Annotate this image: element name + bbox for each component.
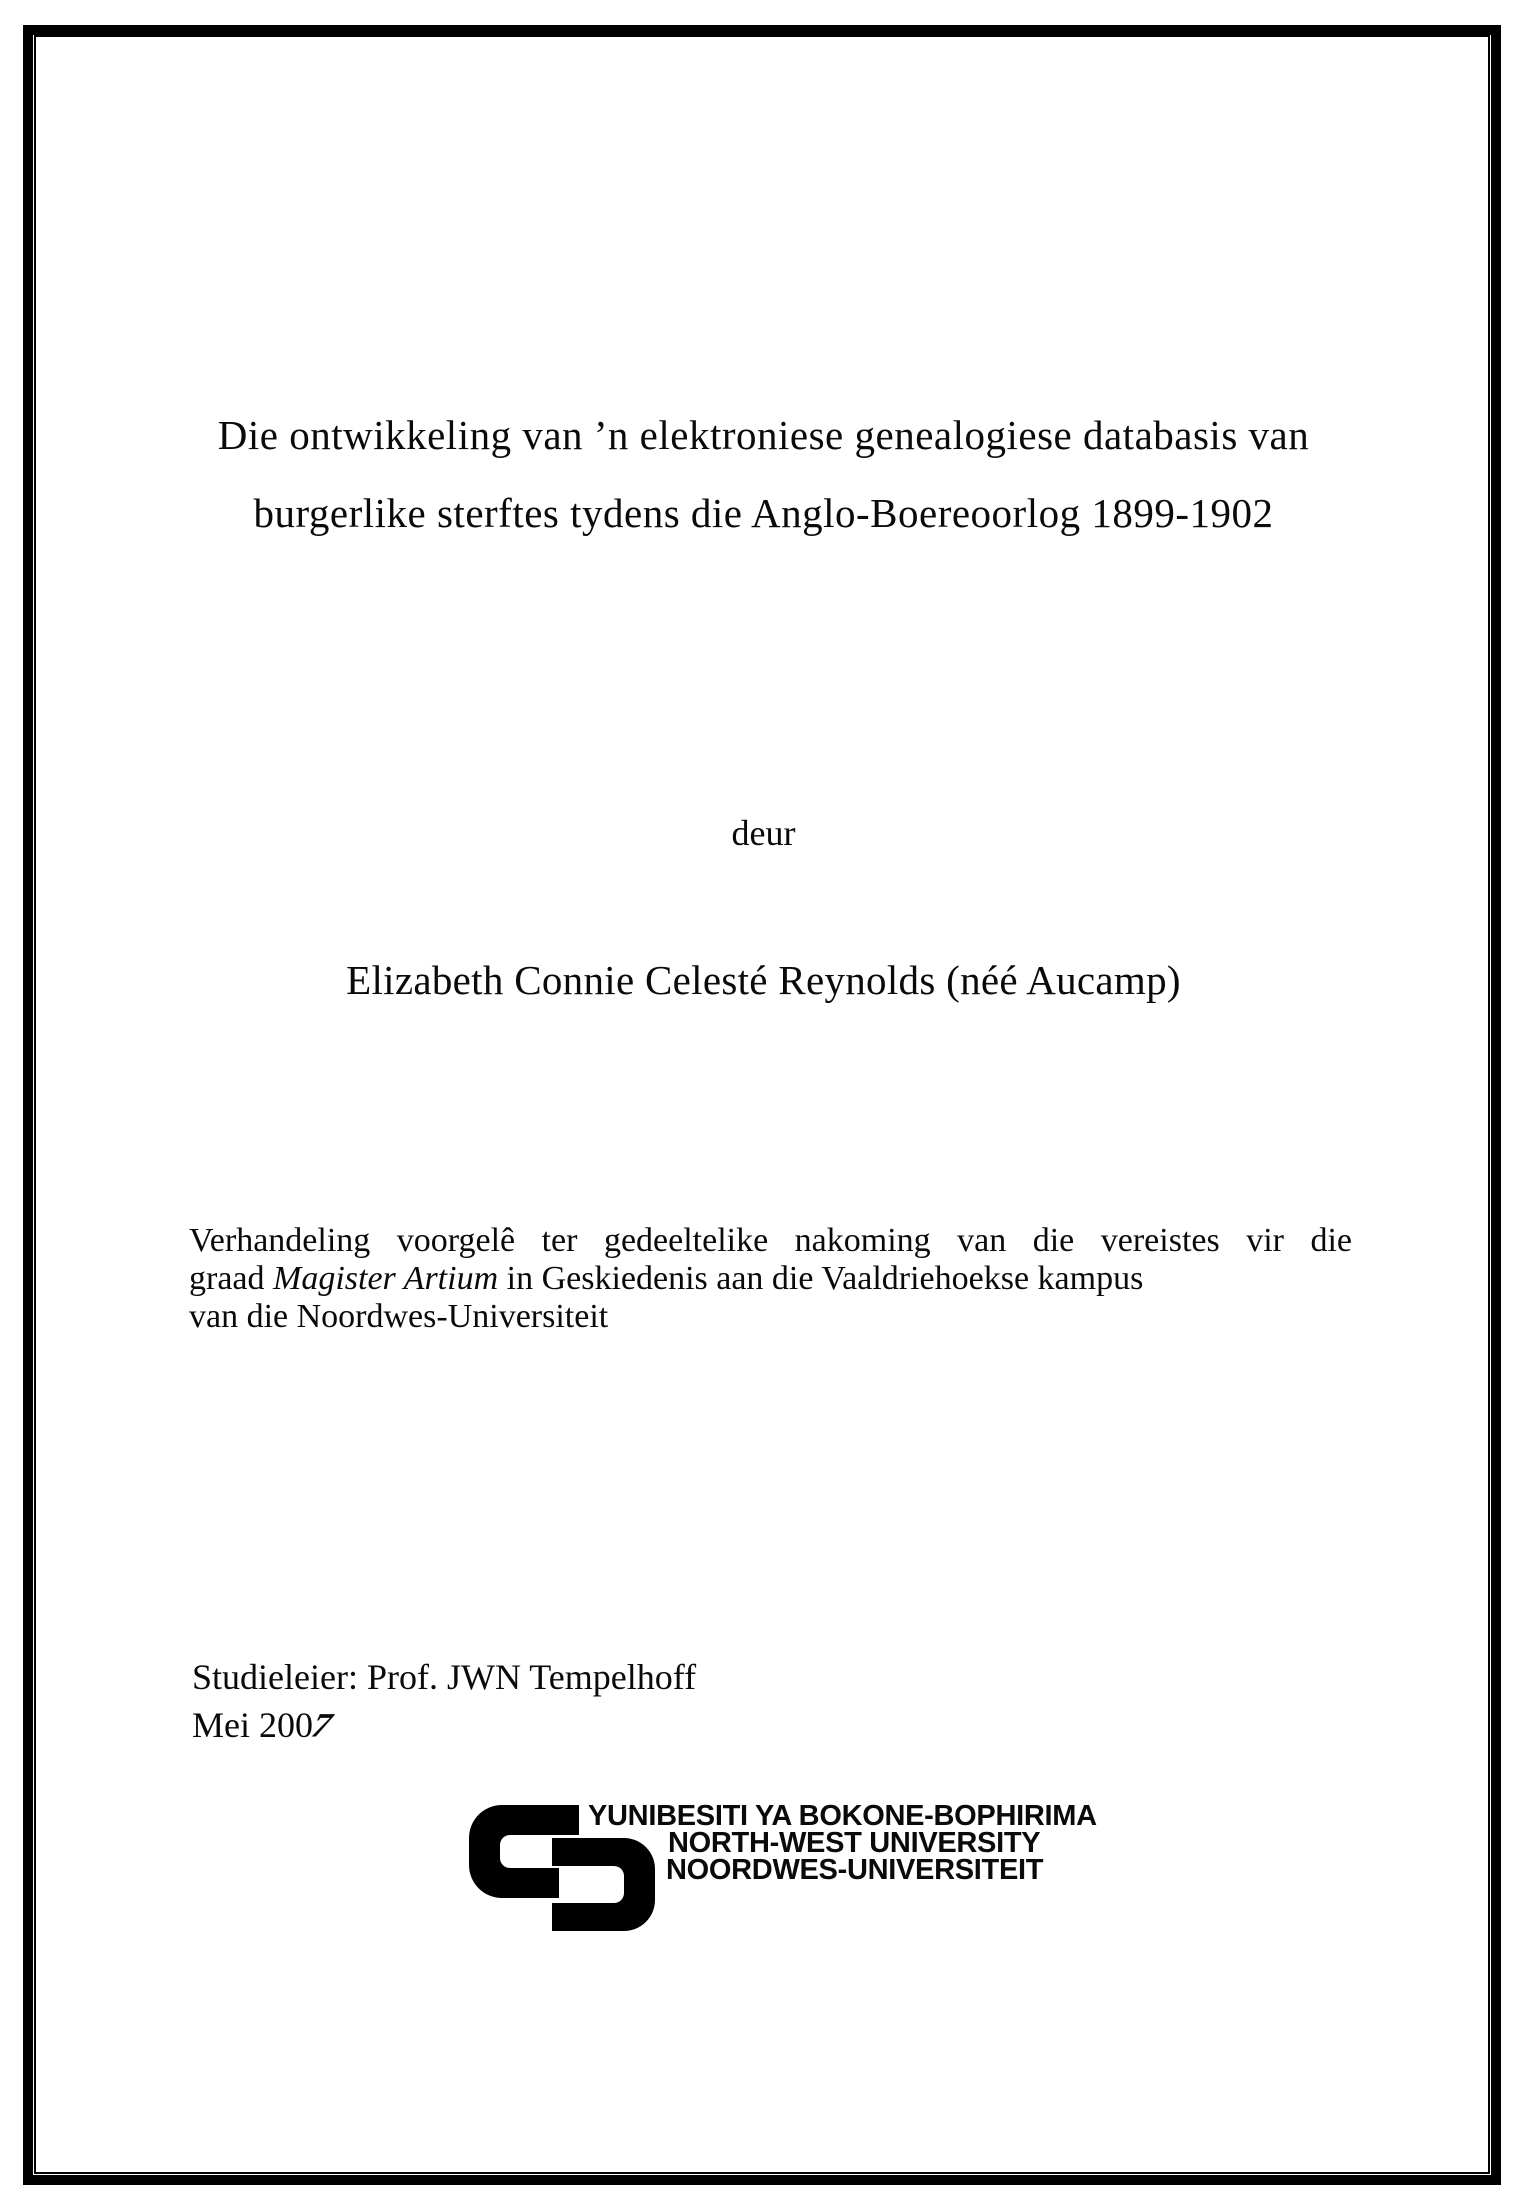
author-name: Elizabeth Connie Celesté Reynolds (néé Aucamp) <box>346 957 1181 1003</box>
statement-line-2-prefix: graad <box>189 1260 274 1297</box>
statement-line-3: van die Noordwes-Universiteit <box>189 1298 609 1335</box>
statement-line-2 <box>189 1260 1352 1298</box>
statement-line-1: Verhandeling voorgelê ter gedeeltelike nakoming van die vereistes vir die <box>189 1222 1352 1259</box>
degree-name-italic: Magister Artium <box>273 1260 499 1297</box>
date-prefix: Mei 200 <box>192 1705 313 1745</box>
thesis-title-line-1: Die ontwikkeling van ’n elektroniese genealogiese databasis van <box>217 412 1310 458</box>
logo-text-setswana: YUNIBESITI YA BOKONE-BOPHIRIMA <box>588 1800 1097 1832</box>
submission-statement <box>189 1222 1352 1336</box>
statement-line-2-suffix: in Geskiedenis aan die Vaaldriehoekse kampus <box>498 1260 1144 1297</box>
byline-deur: deur <box>731 813 796 853</box>
thesis-title <box>0 396 1527 552</box>
thesis-title-line-2: burgerlike sterftes tydens die Anglo-Boereoorlog 1899-1902 <box>253 490 1274 536</box>
supervisor-line: Studieleier: Prof. JWN Tempelhoff <box>192 1657 697 1697</box>
date-line <box>192 1704 340 1746</box>
logo-text-afrikaans: NOORDWES-UNIVERSITEIT <box>666 1854 1044 1886</box>
logo-text-english: NORTH-WEST UNIVERSITY <box>668 1827 1041 1859</box>
date-last-digit: 7 <box>304 1706 340 1744</box>
